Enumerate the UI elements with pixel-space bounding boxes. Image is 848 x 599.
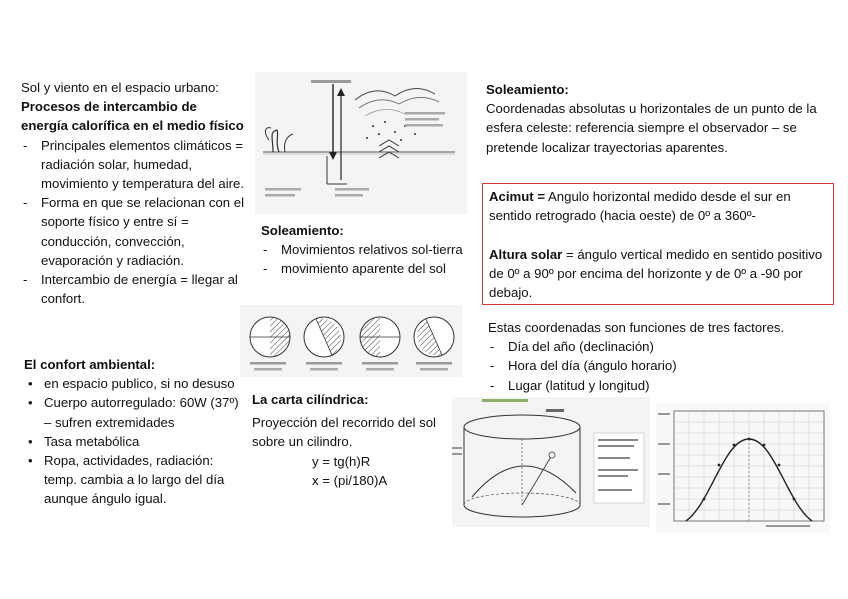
- list-item: - Forma en que se relacionan con el soporte físico y entre sí = conducción, convección, evaporación y radiación.: [21, 193, 246, 270]
- column-left: [21, 78, 246, 308]
- section-heading: Procesos de intercambio de energía calorífica en el medio físico: [21, 99, 244, 134]
- list-item: - movimiento aparente del sol: [261, 259, 471, 278]
- confort-title: El confort ambiental:: [24, 357, 156, 372]
- radiation-diagram: [255, 72, 467, 214]
- coordinates-text: Coordenadas absolutas u horizontales de un punto de la esfera celeste: referencia siempre el observador – se pretende localizar trayectorias aparentes.: [486, 101, 817, 155]
- formula-x: x = (pi/180)A: [312, 472, 388, 488]
- list-item: • Tasa metabólica: [24, 432, 246, 451]
- factors-list: [488, 337, 828, 395]
- intro-text: Sol y viento en el espacio urbano:: [21, 80, 219, 95]
- list-item: - Intercambio de energía = llegar al confort.: [21, 270, 246, 308]
- list-item: - Día del año (declinación): [488, 337, 828, 356]
- solstice-diagram: [240, 305, 462, 377]
- carta-title: La carta cilíndrica:: [252, 392, 369, 407]
- altura-definition: [489, 245, 827, 303]
- factors-section: [488, 318, 828, 395]
- carta-section: [252, 390, 447, 490]
- altura-text: = ángulo vertical medido en sentido positivo de 0º a 90º por encima del horizonte y de 0º a -90 por debajo.: [489, 247, 823, 301]
- soleamiento-right-title: Soleamiento:: [486, 82, 569, 97]
- sun-path-chart: [656, 403, 830, 533]
- factors-intro: Estas coordenadas son funciones de tres factores.: [488, 320, 785, 335]
- list-item: - Movimientos relativos sol-tierra: [261, 240, 471, 259]
- list-item: • Ropa, actividades, radiación: temp. cambia a lo largo del día aunque ángulo igual.: [24, 451, 246, 509]
- acimut-definition: [489, 187, 827, 225]
- soleamiento-list: [261, 240, 471, 278]
- acimut-label: Acimut =: [489, 189, 546, 204]
- carta-text: Proyección del recorrido del sol sobre un cilindro.: [252, 415, 436, 450]
- definitions-box: [482, 183, 834, 305]
- list-item: - Lugar (latitud y longitud): [488, 376, 828, 395]
- coordinates-section: [486, 80, 826, 157]
- list-item: - Principales elementos climáticos = radiación solar, humedad, movimiento y temperatura del aire.: [21, 136, 246, 194]
- confort-section: [24, 355, 246, 509]
- cylinder-diagram: [452, 397, 650, 527]
- list-item: • Cuerpo autorregulado: 60W (37º) – sufren extremidades: [24, 393, 246, 431]
- list-item: - Hora del día (ángulo horario): [488, 356, 828, 375]
- soleamiento-section: [261, 221, 471, 279]
- acimut-text: Angulo horizontal medido desde el sur en sentido retrogrado (hacia oeste) de 0º a 360º-: [489, 189, 791, 224]
- confort-list: [24, 374, 246, 508]
- formula-y: y = tg(h)R: [312, 453, 371, 469]
- climate-list: [21, 136, 246, 309]
- altura-label: Altura solar: [489, 247, 563, 262]
- soleamiento-title: Soleamiento:: [261, 223, 344, 238]
- list-item: • en espacio publico, si no desuso: [24, 374, 246, 393]
